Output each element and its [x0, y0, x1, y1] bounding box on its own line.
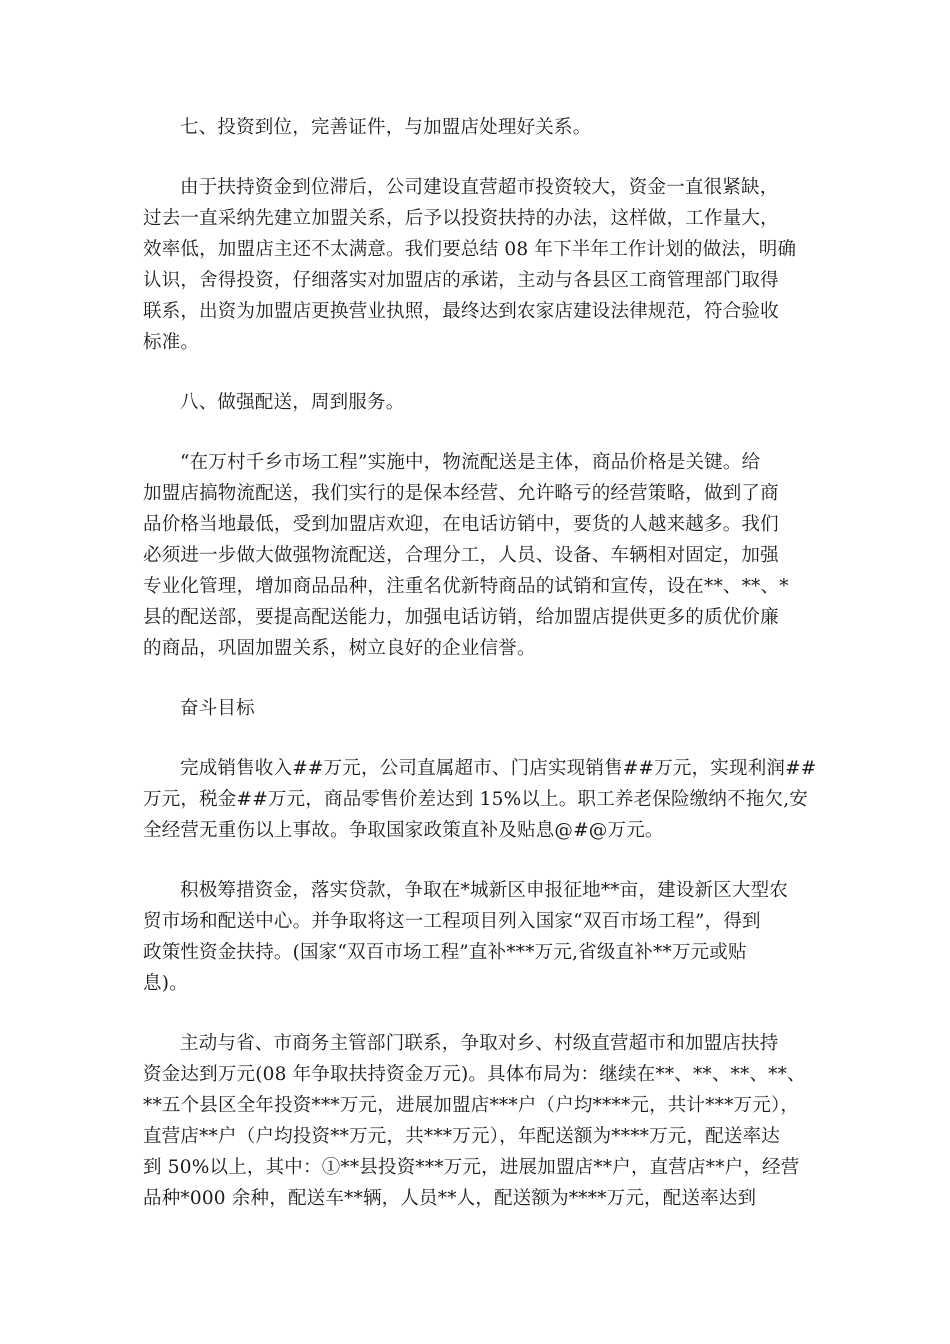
paragraph-line: 的商品，巩固加盟关系，树立良好的企业信誉。 [143, 638, 536, 659]
paragraph-line: 过去一直采纳先建立加盟关系，后予以投资扶持的办法，这样做，工作量大， [143, 208, 779, 229]
paragraph-sales-targets [143, 753, 817, 846]
paragraph-line: 万元，税金##万元，商品零售价差达到 15%以上。职工养老保险缴纳不拖欠,安 [143, 789, 808, 810]
heading-text: 七、投资到位，完善证件，与加盟店处理好关系。 [180, 117, 592, 138]
paragraph-line: 全经营无重伤以上事故。争取国家政策直补及贴息@#@万元。 [143, 820, 664, 841]
section-heading-goals [143, 693, 808, 724]
paragraph-line: 县的配送部，要提高配送能力，加强电话访销，给加盟店提供更多的质优价廉 [143, 607, 779, 628]
paragraph-line: 完成销售收入##万元，公司直属超市、门店实现销售##万元，实现利润## [180, 758, 817, 779]
paragraph-line: 直营店**户（户均投资**万元，共***万元），年配送额为****万元，配送率达 [143, 1126, 781, 1147]
paragraph-line: 资金达到万元(08 年争取扶持资金万元)。具体布局为：继续在**、**、**、**、 [143, 1064, 806, 1085]
paragraph-line: 主动与省、市商务主管部门联系，争取对乡、村级直营超市和加盟店扶持 [180, 1033, 779, 1054]
paragraph-layout-plan [143, 1028, 808, 1214]
paragraph-line: **五个县区全年投资***万元，进展加盟店***户（户均****元，共计***万元）， [143, 1095, 800, 1116]
paragraph-line: 贸市场和配送中心。并争取将这一工程项目列入国家“双百市场工程”，得到 [143, 911, 761, 932]
paragraph-line: 联系，出资为加盟店更换营业执照，最终达到农家店建设法律规范，符合验收 [143, 301, 779, 322]
paragraph-logistics [143, 447, 808, 664]
paragraph-line: 加盟店搞物流配送，我们实行的是保本经营、允许略亏的经营策略，做到了商 [143, 483, 779, 504]
heading-text: 奋斗目标 [180, 698, 255, 719]
paragraph-new-district [143, 875, 808, 999]
paragraph-funding [143, 172, 808, 358]
paragraph-line: 品价格当地最低，受到加盟店欢迎，在电话访销中，要货的人越来越多。我们 [143, 514, 779, 535]
document-body [143, 112, 817, 1243]
paragraph-line: “在万村千乡市场工程”实施中，物流配送是主体，商品价格是关键。给 [180, 452, 761, 473]
paragraph-line: 到 50%以上，其中：①**县投资***万元，进展加盟店**户，直营店**户，经营 [143, 1157, 800, 1178]
heading-text: 八、做强配送，周到服务。 [180, 392, 405, 413]
paragraph-line: 标准。 [143, 332, 200, 353]
paragraph-line: 效率低，加盟店主还不太满意。我们要总结 08 年下半年工作计划的做法，明确 [143, 239, 797, 260]
paragraph-line: 必须进一步做大做强物流配送，合理分工，人员、设备、车辆相对固定，加强 [143, 545, 779, 566]
paragraph-line: 积极筹措资金，落实贷款，争取在*城新区申报征地**亩，建设新区大型农 [180, 880, 789, 901]
paragraph-line: 认识，舍得投资，仔细落实对加盟店的承诺，主动与各县区工商管理部门取得 [143, 270, 779, 291]
paragraph-line: 政策性资金扶持。(国家“双百市场工程”直补***万元,省级直补**万元或贴 [143, 942, 747, 963]
section-heading-7 [143, 112, 808, 143]
paragraph-line: 由于扶持资金到位滞后，公司建设直营超市投资较大，资金一直很紧缺， [180, 177, 779, 198]
paragraph-line: 品种*000 余种，配送车**辆，人员**人，配送额为****万元，配送率达到 [143, 1188, 757, 1209]
paragraph-line: 专业化管理，增加商品品种，注重名优新特商品的试销和宣传，设在**、**、* [143, 576, 789, 597]
section-heading-8 [143, 387, 808, 418]
paragraph-line: 息)。 [143, 973, 188, 994]
